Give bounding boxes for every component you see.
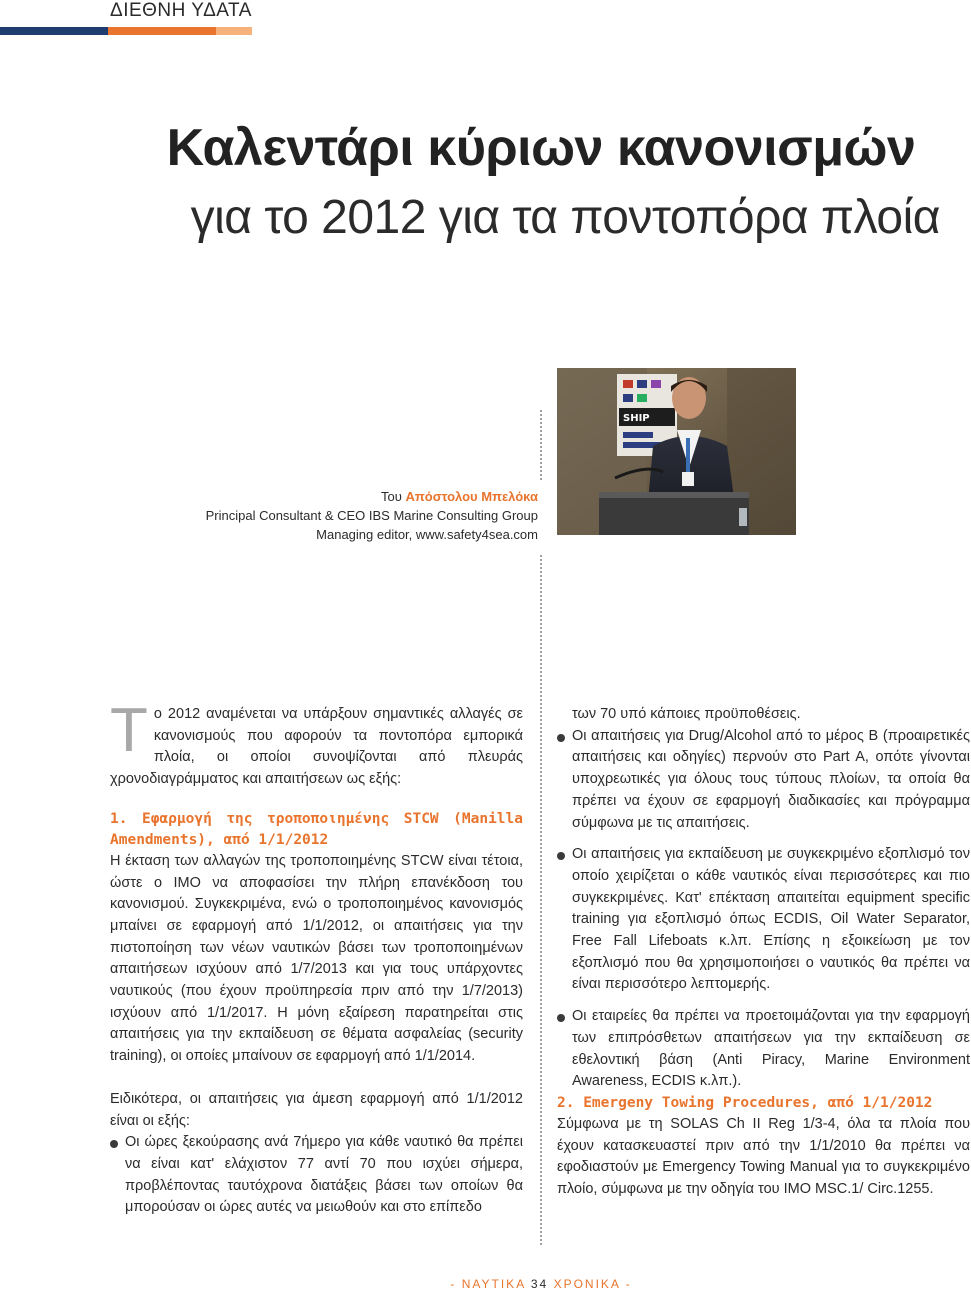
bullet-dot-icon <box>557 852 565 860</box>
footer-right: ΧΡΟΝΙΚΑ - <box>548 1277 632 1291</box>
column-left <box>110 696 523 1219</box>
bullet-dot-icon <box>557 734 565 742</box>
divider-dotted-top <box>540 410 542 480</box>
header-stripe-peach <box>216 27 252 35</box>
author-byline <box>160 487 538 544</box>
intro-text: ο 2012 αναμένεται να υπάρξουν σημαντικές αλλαγές σε κανονισμούς που αφορούν τα ποντοπόρα εμπορικά πλοία, οι οποίοι συνοψίζονται από πλευράς χρονοδιαγράμματος και απαιτήσεων ως εξής: <box>110 706 523 788</box>
article-title-line1: Καλεντάρι κύριων κανονισμών <box>166 119 916 177</box>
bullet-list-right <box>557 726 970 1093</box>
list-item: Οι απαιτήσεις για εκπαίδευση με συγκεκριμένο εξοπλισμό τον οποίο χειρίζεται ο κάθε ναυτικός είναι περισσότερες και πιο συγκεκριμένες. Κατ' επέκταση απαιτείται equipment specific training για εξοπλισμό όπως ECDIS, Oil Water Separator, Free Fall Lifeboats κ.λπ. Επίσης η εξοικείωση με τον εξοπλισμό που θα χρησιμοποιήσει ο ναυτικός θα πρέπει να είναι περισσότερο λεπτομερής. <box>557 844 970 996</box>
intro-paragraph <box>110 696 523 791</box>
bullet-dot-icon <box>557 1014 565 1022</box>
paragraph-requirements: Ειδικότερα, οι απαιτήσεις για άμεση εφαρμογή από 1/1/2012 είναι οι εξής: <box>110 1090 523 1129</box>
article-title-line2: για το 2012 για τα ποντοπόρα πλοία <box>190 191 940 244</box>
author-name: Απόστολου Μπελόκα <box>405 489 538 504</box>
divider-dotted-bottom <box>540 555 542 1245</box>
bullet-dot-icon <box>110 1140 118 1148</box>
section-label: ΔΙΕΘΝΗ ΥΔΑΤΑ <box>110 0 252 21</box>
bullet-continuation: των 70 υπό κάποιες προϋποθέσεις. <box>572 706 801 722</box>
paragraph-towing: Σύμφωνα με τη SOLAS Ch II Reg 1/3-4, όλα τα πλοία που έχουν κατασκευαστεί πριν από την 1/1/2010 θα πρέπει να εφοδιαστούν με Emergency Towing Manual για το συγκεκριμένο πλοίο, σύμφωνα με την οδηγία του IMO MSC.1/ Circ.1255. <box>557 1115 970 1198</box>
photo-banner-text: SHIP <box>623 413 650 424</box>
dropcap: Τ <box>110 696 148 765</box>
page-number: 34 <box>530 1277 549 1291</box>
author-editor: Managing editor, www.safety4sea.com <box>316 527 538 542</box>
paragraph-stcw: Η έκταση των αλλαγών της τροποποιημένης STCW είναι τέτοια, ώστε ο IMO να αποφασίσει την πλήρη επανέκδοση του κανονισμού. Συγκεκριμένα, ενώ ο τροποποιημένος κανονισμός μπαίνει σε εφαρμογή από 1/1/2012, οι απαιτήσεις για την πιστοποίηση των νέων ναυτικών βάσει των τροποποιημένων απαιτήσεων ισχύουν από 1/7/2013 και για τους υπάρχοντες ναυτικούς (που έχουν προϋπηρεσία πριν από την 1/7/2013) ισχύουν από 1/1/2017. Η μόνη εξαίρεση παρατηρείται στις απαιτήσεις για την εκπαίδευση σε θέματα ασφαλείας (security training), οι οποίες μπαίνουν σε εφαρμογή από 1/1/2014. <box>110 852 523 1065</box>
header-stripe-navy <box>0 27 108 35</box>
speaker-photo <box>557 368 796 535</box>
list-item: Οι ώρες ξεκούρασης ανά 7ήμερο για κάθε ναυτικό θα πρέπει να είναι κατ' ελάχιστον 77 αντί 70 που ισχύει σήμερα, προβλέποντας ταυτόχρονα διατάξεις βάσει των οποίων θα μπορούσαν οι ώρες αυτές να μειωθούν και στο επίπεδο <box>110 1132 523 1219</box>
list-item: Οι απαιτήσεις για Drug/Alcohol από το μέρος B (προαιρετικές απαιτήσεις και οδηγίες) περνούν στο Part A, οπότε γίνονται υποχρεωτικές για όλους τους τύπους πλοίων, τα οποία θα πρέπει να έχουν σε εφαρμογή διαδικασίες και πρόγραμμα σύμφωνα με τις απαιτήσεις. <box>557 726 970 835</box>
header-stripe-orange <box>108 27 216 35</box>
author-prefix: Του <box>381 489 406 504</box>
section-heading-2: 2. Emergeny Towing Procedures, από 1/1/2012 <box>557 1094 933 1111</box>
column-right <box>557 704 970 1201</box>
footer-left: - ΝΑΥΤΙΚΑ <box>450 1277 531 1291</box>
bullet-list-left <box>110 1132 523 1219</box>
page-footer <box>0 1277 971 1291</box>
section-heading-1: 1. Εφαρμογή της τροποποιημένης STCW (Manilla Amendments), από 1/1/2012 <box>110 810 523 848</box>
list-item: Οι εταιρείες θα πρέπει να προετοιμάζονται για την εφαρμογή των επιπρόσθετων απαιτήσεων για την εκπαίδευση σε εθελοντική βάση (Anti Piracy, Marine Environment Awareness, ECDIS κ.λπ.). <box>557 1006 970 1093</box>
author-role: Principal Consultant & CEO IBS Marine Consulting Group <box>205 508 538 523</box>
